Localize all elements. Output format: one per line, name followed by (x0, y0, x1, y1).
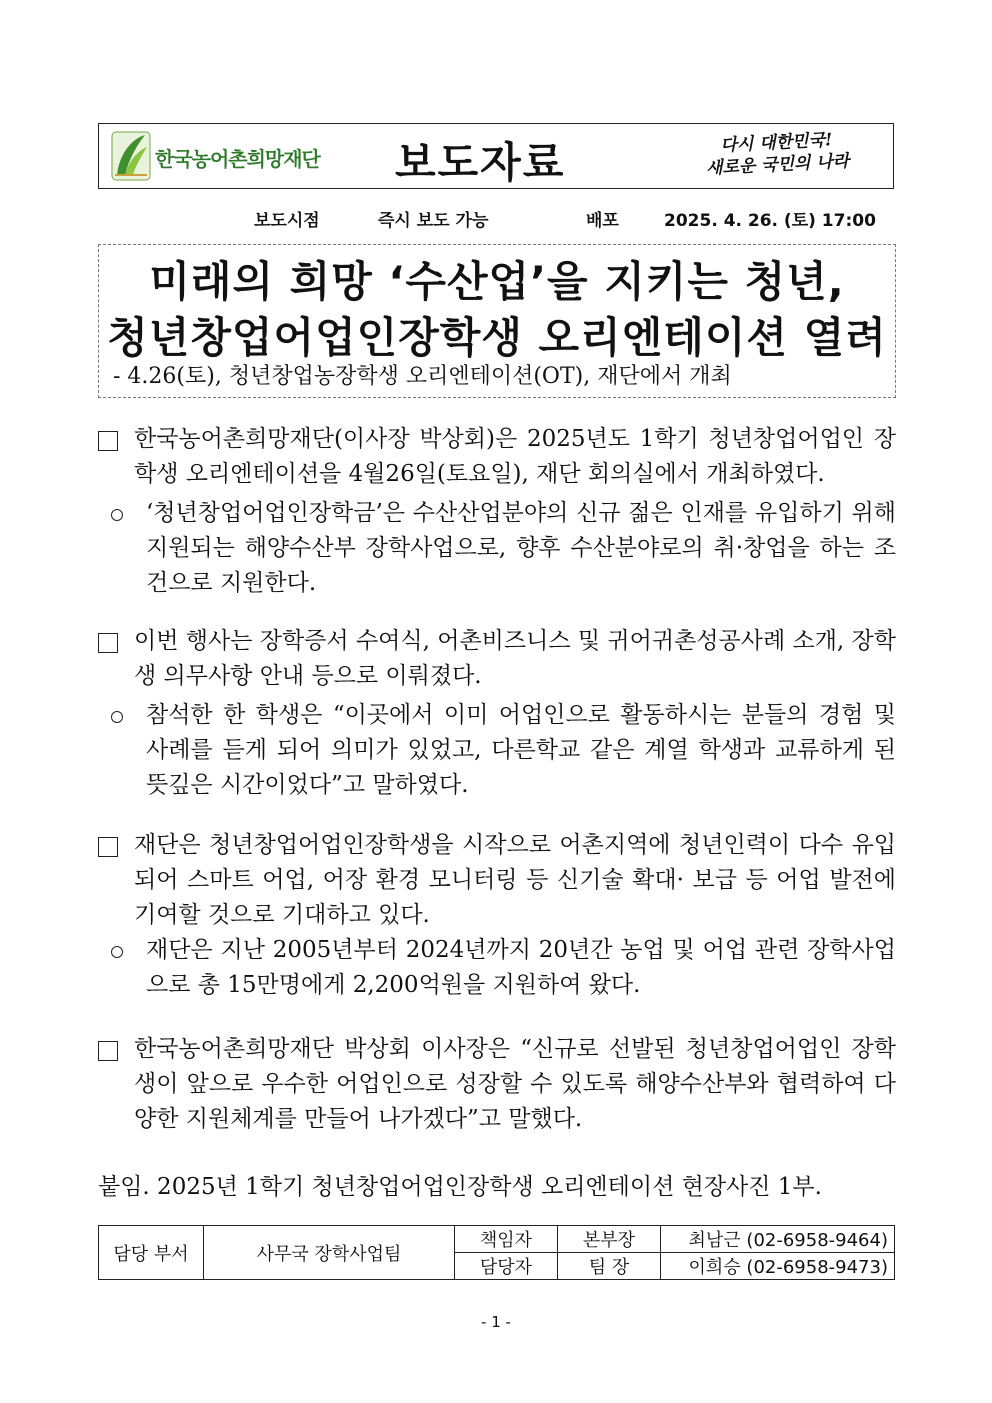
table-row (99, 1226, 895, 1253)
person-cell: 이희승 (02-6958-9473) (661, 1253, 895, 1280)
paragraph-3-detail: 재단은 지난 2005년부터 2024년까지 20년간 농업 및 어업 관련 장학사업으로 총 15만명에게 2,200억원을 지원하여 왔다. (146, 937, 896, 998)
checkbox-square-icon (98, 431, 118, 451)
checkbox-square-icon (98, 1041, 118, 1061)
paragraph-3: 재단은 청년창업어업인장학생을 시작으로 어촌지역에 청년인력이 다수 유입되어 스마트 어업, 어장 환경 모니터링 등 신기술 확대· 보급 등 어업 발전에 기여할 것으로 기대하고 있다. (134, 832, 896, 928)
headline-line-2: 청년창업어업인장학생 오리엔테이션 열려 (107, 313, 887, 362)
attachment-note: 붙임. 2025년 1학기 청년창업어업인장학생 오리엔테이션 현장사진 1부. (98, 1174, 822, 1200)
contact-table (98, 1225, 895, 1280)
headline-box (98, 244, 896, 398)
paragraph-2-detail: 참석한 한 학생은 “이곳에서 이미 어업인으로 활동하시는 분들의 경험 및 사례를 듣게 되어 의미가 있었고, 다른학교 같은 계열 학생과 교류하게 된 뜻깊은 시간이었다”고 말하였다. (146, 702, 896, 798)
leaf-logo-icon (111, 131, 151, 181)
bullet-circle-icon (111, 946, 123, 958)
slogan (676, 127, 878, 181)
role-cell: 담당자 (455, 1253, 558, 1280)
bullet-circle-icon (111, 711, 123, 723)
document-type-title: 보도자료 (395, 138, 566, 187)
headline-line-1: 미래의 희망 ‘수산업’을 지키는 청년, (149, 257, 845, 306)
distribution-label: 배포 (586, 211, 619, 231)
dept-label-cell: 담당 부서 (99, 1226, 204, 1280)
person-cell: 최남근 (02-6958-9464) (661, 1226, 895, 1253)
title-cell: 팀 장 (558, 1253, 661, 1280)
page-number: - 1 - (481, 1313, 511, 1331)
bullet-circle-icon (111, 509, 123, 521)
paragraph-1: 한국농어촌희망재단(이사장 박상회)은 2025년도 1학기 청년창업어업인 장학생 오리엔테이션을 4월26일(토요일), 재단 회의실에서 개최하였다. (134, 426, 896, 487)
title-cell: 본부장 (558, 1226, 661, 1253)
paragraph-2: 이번 행사는 장학증서 수여식, 어촌비즈니스 및 귀어귀촌성공사례 소개, 장학생 의무사항 안내 등으로 이뤄졌다. (134, 628, 896, 689)
dept-name-cell: 사무국 장학사업팀 (204, 1226, 455, 1280)
checkbox-square-icon (98, 633, 118, 653)
release-time-value: 즉시 보도 가능 (378, 211, 489, 231)
org-logo (111, 131, 329, 181)
headline-subline: - 4.26(토), 청년창업농장학생 오리엔테이션(OT), 재단에서 개최 (113, 364, 732, 389)
press-header (98, 123, 894, 189)
checkbox-square-icon (98, 837, 118, 857)
slogan-line-2: 새로운 국민의 나라 (705, 151, 850, 179)
paragraph-4: 한국농어촌희망재단 박상회 이사장은 “신규로 선발된 청년창업어업인 장학생이 앞으로 우수한 어업인으로 성장할 수 있도록 해양수산부와 협력하여 다양한 지원체계를 만들어 나가겠다”고 말했다. (134, 1036, 896, 1132)
org-name: 한국농어촌희망재단 (155, 147, 320, 171)
slogan-line-1: 다시 대한민국! (720, 130, 833, 156)
release-time-label: 보도시점 (254, 211, 320, 231)
role-cell: 책임자 (455, 1226, 558, 1253)
distribution-date: 2025. 4. 26. (토) 17:00 (664, 211, 876, 231)
paragraph-1-detail: ‘청년창업어업인장학금’은 수산산업분야의 신규 젊은 인재를 유입하기 위해 지원되는 해양수산부 장학사업으로, 향후 수산분야로의 취·창업을 하는 조건으로 지원한다. (146, 500, 896, 596)
